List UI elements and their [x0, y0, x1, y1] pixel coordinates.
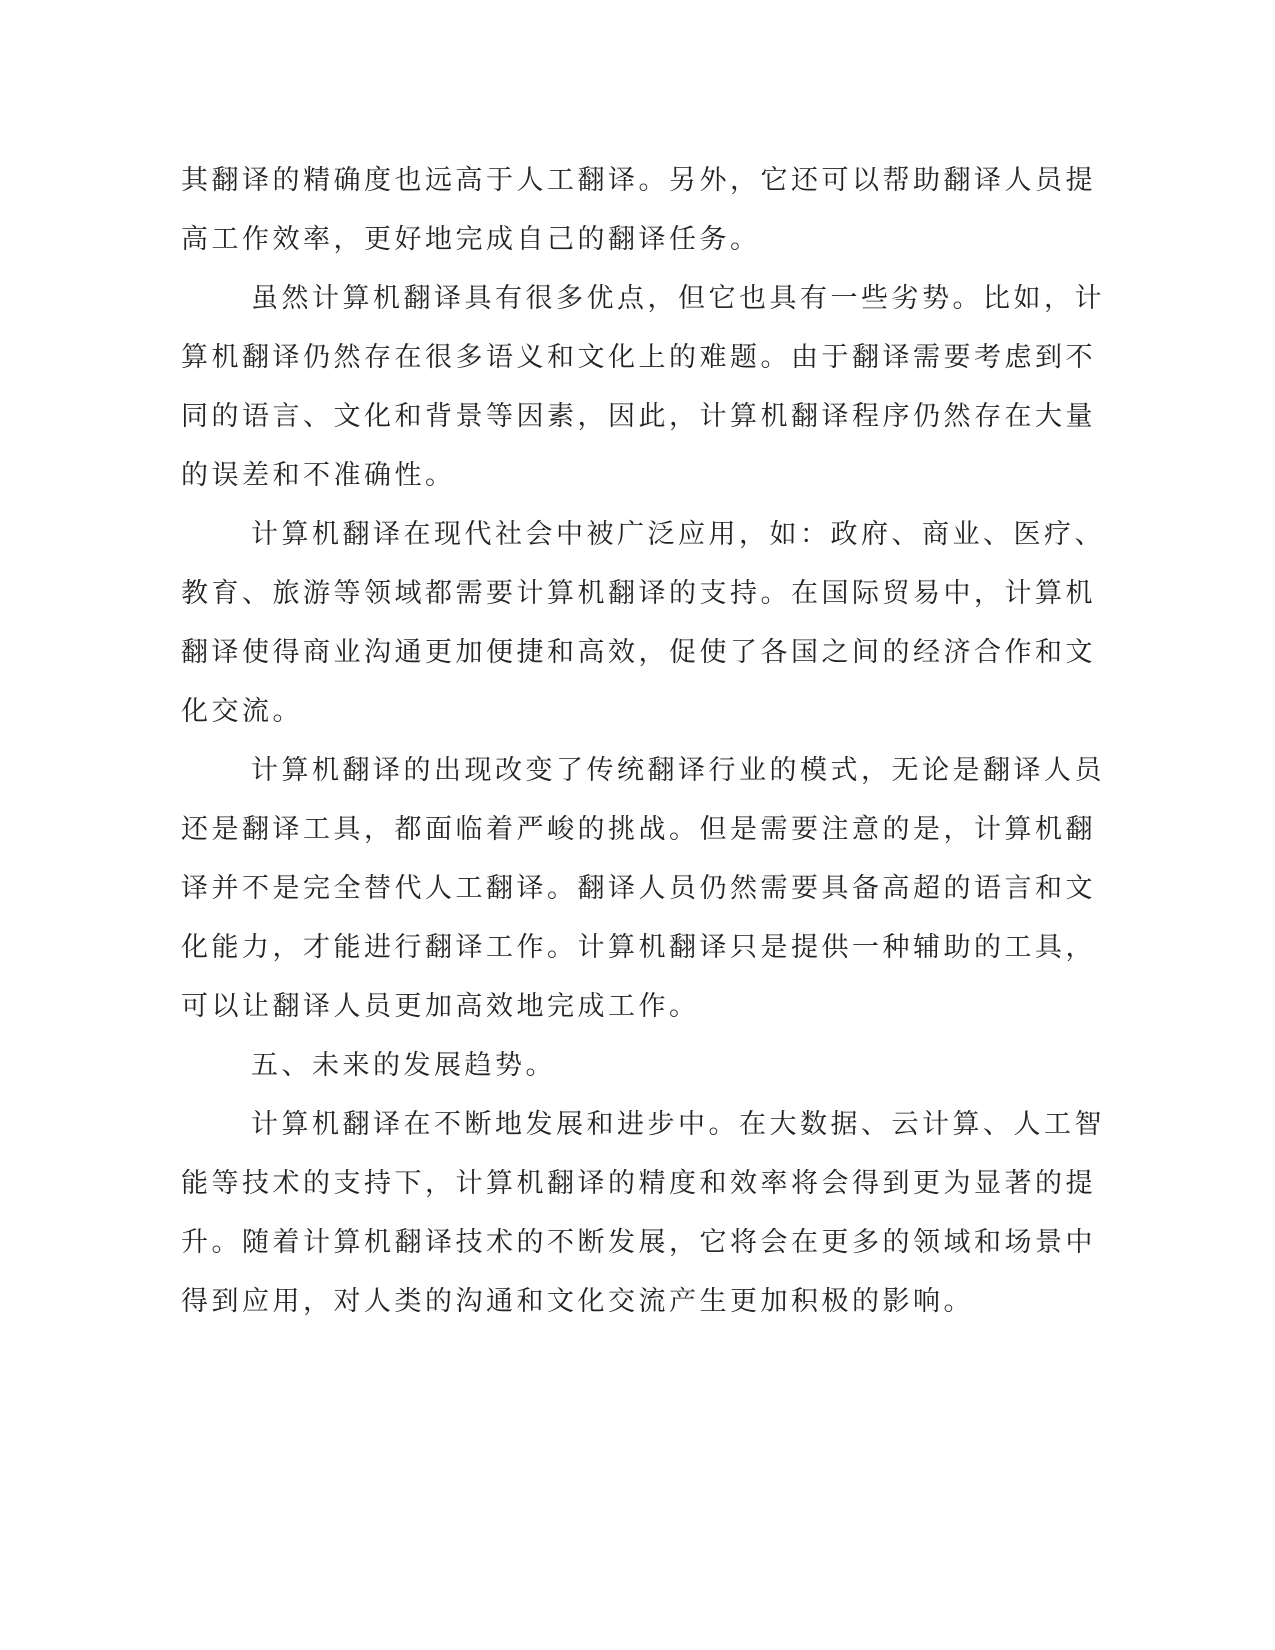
text-line: 翻译使得商业沟通更加便捷和高效，促使了各国之间的经济合作和文: [181, 637, 1096, 668]
text-line: 译并不是完全替代人工翻译。翻译人员仍然需要具备高超的语言和文: [181, 873, 1096, 904]
text-line: 化交流。: [181, 696, 303, 727]
text-line: 其翻译的精确度也远高于人工翻译。另外，它还可以帮助翻译人员提: [181, 165, 1096, 196]
text-line: 可以让翻译人员更加高效地完成工作。: [181, 991, 700, 1022]
text-line: 高工作效率，更好地完成自己的翻译任务。: [181, 224, 761, 255]
text-line: 的误差和不准确性。: [181, 460, 456, 491]
section-heading: 五、未来的发展趋势。: [251, 1050, 556, 1081]
paragraph-first-line: 计算机翻译在不断地发展和进步中。在大数据、云计算、人工智: [251, 1109, 1105, 1140]
text-line: 还是翻译工具，都面临着严峻的挑战。但是需要注意的是，计算机翻: [181, 814, 1096, 845]
text-line: 同的语言、文化和背景等因素，因此，计算机翻译程序仍然存在大量: [181, 401, 1096, 432]
text-line: 能等技术的支持下，计算机翻译的精度和效率将会得到更为显著的提: [181, 1168, 1096, 1199]
text-line: 教育、旅游等领域都需要计算机翻译的支持。在国际贸易中，计算机: [181, 578, 1096, 609]
text-line: 得到应用，对人类的沟通和文化交流产生更加积极的影响。: [181, 1286, 974, 1317]
text-line: 算机翻译仍然存在很多语义和文化上的难题。由于翻译需要考虑到不: [181, 342, 1096, 373]
text-line: 升。随着计算机翻译技术的不断发展，它将会在更多的领域和场景中: [181, 1227, 1096, 1258]
text-line: 化能力，才能进行翻译工作。计算机翻译只是提供一种辅助的工具，: [181, 932, 1096, 963]
paragraph-first-line: 虽然计算机翻译具有很多优点，但它也具有一些劣势。比如，计: [251, 283, 1105, 314]
paragraph-first-line: 计算机翻译的出现改变了传统翻译行业的模式，无论是翻译人员: [251, 755, 1105, 786]
paragraph-first-line: 计算机翻译在现代社会中被广泛应用，如：政府、商业、医疗、: [251, 519, 1105, 550]
